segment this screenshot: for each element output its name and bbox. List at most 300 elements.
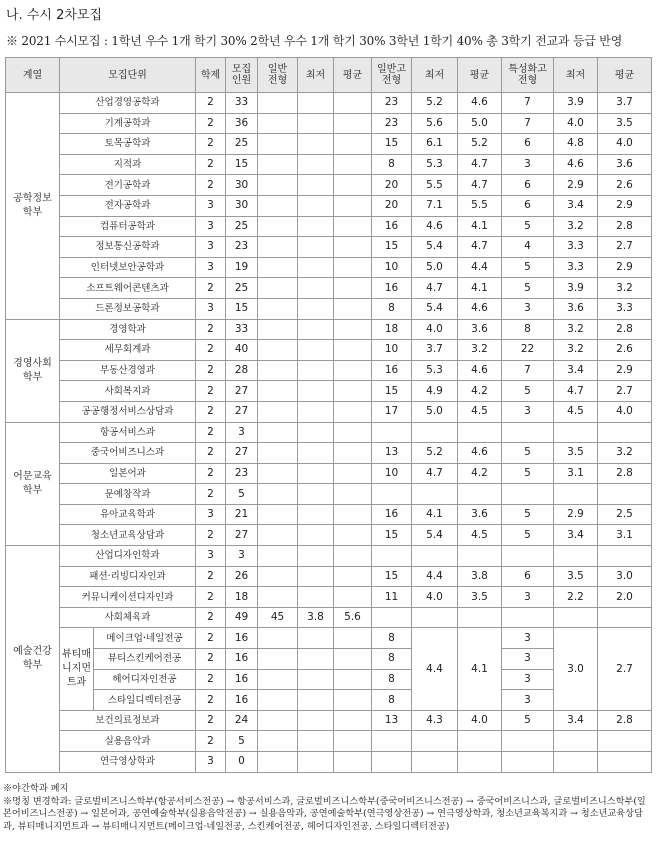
value-cell: 5.0	[412, 401, 458, 422]
header-row	[6, 58, 652, 93]
value-cell	[258, 154, 298, 175]
value-cell: 2	[196, 669, 226, 690]
value-cell	[334, 443, 372, 464]
value-cell	[554, 484, 598, 505]
subdepartment-cell: 뷰티매 니지먼 트과	[60, 628, 94, 710]
value-cell	[298, 422, 334, 443]
table-row	[6, 566, 652, 587]
value-cell: 16	[226, 669, 258, 690]
department-cell: 항공서비스과	[60, 422, 196, 443]
value-cell	[258, 340, 298, 361]
department-cell: 경영학과	[60, 319, 196, 340]
value-cell	[334, 93, 372, 114]
value-cell: 26	[226, 566, 258, 587]
value-cell	[334, 484, 372, 505]
table-row	[6, 93, 652, 114]
table-row	[6, 340, 652, 361]
value-cell: 2	[196, 381, 226, 402]
value-cell	[298, 546, 334, 567]
value-cell: 4.2	[458, 381, 502, 402]
value-cell: 4.0	[554, 113, 598, 134]
table-row	[6, 401, 652, 422]
value-cell	[298, 566, 334, 587]
value-cell	[372, 752, 412, 773]
value-cell	[502, 422, 554, 443]
value-cell: 3.8	[458, 566, 502, 587]
value-cell: 4.0	[412, 587, 458, 608]
value-cell: 25	[226, 216, 258, 237]
value-cell	[298, 587, 334, 608]
value-cell: 3.7	[598, 93, 652, 114]
department-cell: 산업경영공학과	[60, 93, 196, 114]
value-cell: 7	[502, 360, 554, 381]
value-cell: 2	[196, 731, 226, 752]
division-cell: 경영사회 학부	[6, 319, 60, 422]
value-cell	[334, 257, 372, 278]
table-row	[6, 546, 652, 567]
value-cell	[258, 628, 298, 649]
value-cell: 2.0	[598, 587, 652, 608]
value-cell	[334, 669, 372, 690]
value-cell	[502, 731, 554, 752]
value-cell	[502, 607, 554, 628]
value-cell	[334, 175, 372, 196]
value-cell	[258, 257, 298, 278]
value-cell: 5.6	[412, 113, 458, 134]
department-cell: 공공행정서비스상담과	[60, 401, 196, 422]
value-cell	[298, 381, 334, 402]
value-cell: 2.8	[598, 710, 652, 731]
value-cell	[334, 628, 372, 649]
value-cell	[458, 422, 502, 443]
value-cell: 0	[226, 752, 258, 773]
department-cell: 지적과	[60, 154, 196, 175]
value-cell	[298, 360, 334, 381]
value-cell	[298, 628, 334, 649]
table-row	[6, 195, 652, 216]
value-cell	[258, 752, 298, 773]
value-cell: 15	[226, 154, 258, 175]
value-cell: 2	[196, 443, 226, 464]
table-row	[6, 710, 652, 731]
value-cell	[298, 443, 334, 464]
value-cell: 5.6	[334, 607, 372, 628]
value-cell: 6	[502, 134, 554, 155]
value-cell: 2	[196, 587, 226, 608]
value-cell: 4.7	[554, 381, 598, 402]
value-cell: 8	[372, 628, 412, 649]
department-cell: 패션·리빙디자인과	[60, 566, 196, 587]
table-row	[6, 278, 652, 299]
value-cell: 3.0	[598, 566, 652, 587]
value-cell: 5	[502, 381, 554, 402]
value-cell: 4.1	[458, 216, 502, 237]
value-cell: 24	[226, 710, 258, 731]
value-cell	[554, 731, 598, 752]
value-cell: 5.0	[458, 113, 502, 134]
value-cell: 3.6	[458, 504, 502, 525]
value-cell	[372, 731, 412, 752]
value-cell: 40	[226, 340, 258, 361]
value-cell	[458, 752, 502, 773]
selection-note: ※ 2021 수시모집 : 1학년 우수 1개 학기 30% 2학년 우수 1개 학기 30% 3학년 1학기 40% 총 3학기 전교과 등급 반영	[6, 34, 623, 48]
value-cell: 2	[196, 422, 226, 443]
value-cell: 4.7	[412, 278, 458, 299]
value-cell: 3	[196, 195, 226, 216]
value-cell: 6	[502, 175, 554, 196]
value-cell: 4.8	[554, 134, 598, 155]
value-cell: 2.9	[598, 360, 652, 381]
value-cell	[412, 484, 458, 505]
value-cell: 4.6	[412, 216, 458, 237]
value-cell: 3.2	[554, 216, 598, 237]
value-cell: 27	[226, 401, 258, 422]
value-cell: 2	[196, 278, 226, 299]
value-cell: 5.2	[458, 134, 502, 155]
value-cell	[502, 484, 554, 505]
value-cell: 5	[502, 463, 554, 484]
value-cell	[258, 381, 298, 402]
value-cell: 5	[226, 484, 258, 505]
value-cell: 15	[372, 381, 412, 402]
value-cell: 10	[372, 340, 412, 361]
value-cell: 4.5	[554, 401, 598, 422]
value-cell	[554, 546, 598, 567]
value-cell: 3.6	[458, 319, 502, 340]
header-cell: 일반 전형	[258, 58, 298, 93]
value-cell	[458, 546, 502, 567]
value-cell: 23	[372, 113, 412, 134]
value-cell: 18	[226, 587, 258, 608]
value-cell: 5.4	[412, 237, 458, 258]
value-cell: 5	[502, 525, 554, 546]
value-cell: 2.9	[554, 504, 598, 525]
value-cell: 10	[372, 463, 412, 484]
value-cell	[372, 422, 412, 443]
value-cell: 2.7	[598, 237, 652, 258]
header-cell: 최저	[298, 58, 334, 93]
value-cell: 5	[502, 710, 554, 731]
value-cell	[258, 401, 298, 422]
table-row	[6, 443, 652, 464]
table-row	[6, 175, 652, 196]
value-cell	[334, 216, 372, 237]
value-cell	[412, 546, 458, 567]
footnote-renamed: ※명칭 변경학과: 글로벌비즈니스학부(항공서비스전공) → 항공서비스과, 글로벌비즈니스학부(중국어비즈니스전공) → 중국어비즈니스과, 글로벌비즈니스학부(일본어비즈니스전공) → 일본어과, 공연예술학부(실용음악전공) → 실용음악과, 공연예술학부(연극영상전공) → 연극영상학과, 청소년교육복지과 → 청소년교육상담과, 뷰티매니지먼트과 → 뷰티매니지먼트(메이크업·네일전공, 스킨케어전공, 헤어디자인전공, 스타일디렉터전공)	[3, 795, 646, 832]
department-cell: 토목공학과	[60, 134, 196, 155]
value-cell: 2.7	[598, 381, 652, 402]
value-cell	[258, 443, 298, 464]
value-cell	[412, 607, 458, 628]
value-cell: 7	[502, 93, 554, 114]
value-cell	[298, 731, 334, 752]
merged-avg-cell: 4.1	[458, 628, 502, 710]
value-cell	[334, 690, 372, 711]
value-cell: 4.1	[458, 278, 502, 299]
value-cell	[298, 237, 334, 258]
value-cell	[298, 340, 334, 361]
value-cell: 7.1	[412, 195, 458, 216]
value-cell: 5.4	[412, 298, 458, 319]
value-cell: 16	[372, 278, 412, 299]
value-cell: 4.3	[412, 710, 458, 731]
value-cell: 23	[372, 93, 412, 114]
value-cell: 3	[196, 752, 226, 773]
value-cell: 3.5	[458, 587, 502, 608]
value-cell: 5.3	[412, 154, 458, 175]
value-cell: 8	[372, 669, 412, 690]
value-cell	[298, 401, 334, 422]
value-cell: 2.9	[598, 257, 652, 278]
value-cell	[334, 134, 372, 155]
value-cell: 16	[372, 216, 412, 237]
value-cell	[334, 113, 372, 134]
value-cell: 3	[502, 587, 554, 608]
value-cell: 3	[502, 690, 554, 711]
header-cell: 모집단위	[60, 58, 196, 93]
value-cell	[258, 237, 298, 258]
value-cell: 27	[226, 381, 258, 402]
value-cell: 3.5	[554, 566, 598, 587]
value-cell: 5.4	[412, 525, 458, 546]
table-row	[6, 484, 652, 505]
value-cell	[598, 731, 652, 752]
department-cell: 드론정보공학과	[60, 298, 196, 319]
value-cell: 5.0	[412, 257, 458, 278]
table-row	[6, 298, 652, 319]
header-cell: 평균	[598, 58, 652, 93]
value-cell	[334, 546, 372, 567]
value-cell: 16	[226, 628, 258, 649]
value-cell	[298, 154, 334, 175]
value-cell	[334, 422, 372, 443]
value-cell: 4.0	[412, 319, 458, 340]
value-cell	[334, 298, 372, 319]
value-cell: 4.0	[598, 401, 652, 422]
department-cell: 사회복지과	[60, 381, 196, 402]
value-cell	[598, 607, 652, 628]
value-cell: 25	[226, 278, 258, 299]
value-cell: 3.3	[554, 257, 598, 278]
value-cell	[298, 278, 334, 299]
value-cell	[372, 546, 412, 567]
value-cell: 21	[226, 504, 258, 525]
value-cell: 6	[502, 195, 554, 216]
merged-avg-cell: 2.7	[598, 628, 652, 710]
value-cell	[298, 216, 334, 237]
value-cell	[258, 710, 298, 731]
value-cell	[298, 752, 334, 773]
value-cell	[334, 752, 372, 773]
value-cell: 3.3	[554, 237, 598, 258]
value-cell: 5.5	[412, 175, 458, 196]
value-cell: 27	[226, 443, 258, 464]
value-cell: 2	[196, 319, 226, 340]
value-cell: 5.3	[412, 360, 458, 381]
value-cell	[372, 607, 412, 628]
value-cell: 13	[372, 710, 412, 731]
value-cell	[298, 649, 334, 670]
value-cell	[298, 195, 334, 216]
value-cell	[502, 546, 554, 567]
value-cell	[412, 731, 458, 752]
value-cell	[502, 752, 554, 773]
value-cell	[298, 463, 334, 484]
value-cell: 2	[196, 134, 226, 155]
value-cell: 3	[502, 649, 554, 670]
value-cell: 8	[372, 154, 412, 175]
value-cell: 2	[196, 175, 226, 196]
value-cell: 5.5	[458, 195, 502, 216]
value-cell	[598, 422, 652, 443]
value-cell: 4.1	[412, 504, 458, 525]
header-cell: 모집 인원	[226, 58, 258, 93]
table-row	[6, 360, 652, 381]
value-cell	[598, 546, 652, 567]
value-cell	[258, 566, 298, 587]
table-row	[6, 257, 652, 278]
value-cell: 4.7	[458, 175, 502, 196]
value-cell: 3.2	[458, 340, 502, 361]
value-cell: 25	[226, 134, 258, 155]
table-row	[6, 731, 652, 752]
value-cell: 5	[502, 504, 554, 525]
value-cell: 22	[502, 340, 554, 361]
value-cell: 15	[372, 525, 412, 546]
value-cell: 2.9	[554, 175, 598, 196]
value-cell: 3.1	[598, 525, 652, 546]
table-row	[6, 381, 652, 402]
value-cell: 49	[226, 607, 258, 628]
admission-table	[5, 57, 652, 773]
table-row	[6, 607, 652, 628]
value-cell: 3.4	[554, 360, 598, 381]
major-cell: 헤어디자인전공	[94, 669, 196, 690]
value-cell	[258, 93, 298, 114]
value-cell: 5	[502, 257, 554, 278]
value-cell	[334, 731, 372, 752]
header-cell: 평균	[458, 58, 502, 93]
department-cell: 중국어비즈니스과	[60, 443, 196, 464]
value-cell	[298, 525, 334, 546]
value-cell: 4.0	[458, 710, 502, 731]
value-cell	[458, 731, 502, 752]
value-cell: 19	[226, 257, 258, 278]
value-cell: 17	[372, 401, 412, 422]
value-cell: 3.6	[554, 298, 598, 319]
value-cell: 15	[372, 237, 412, 258]
footnote-night: ※야간학과 폐지	[3, 783, 69, 794]
header-cell: 계열	[6, 58, 60, 93]
value-cell: 4.7	[412, 463, 458, 484]
major-cell: 스타일디렉터전공	[94, 690, 196, 711]
value-cell	[258, 546, 298, 567]
value-cell	[258, 422, 298, 443]
table-row	[6, 237, 652, 258]
value-cell: 2	[196, 463, 226, 484]
value-cell: 2	[196, 113, 226, 134]
value-cell: 3	[226, 546, 258, 567]
footnotes	[3, 783, 653, 833]
major-cell: 뷰티스킨케어전공	[94, 649, 196, 670]
value-cell: 2	[196, 628, 226, 649]
value-cell	[298, 134, 334, 155]
value-cell: 15	[226, 298, 258, 319]
value-cell: 4.6	[458, 443, 502, 464]
value-cell	[258, 669, 298, 690]
value-cell: 6.1	[412, 134, 458, 155]
value-cell: 4.4	[412, 566, 458, 587]
value-cell	[258, 134, 298, 155]
value-cell: 3	[196, 546, 226, 567]
value-cell: 2	[196, 566, 226, 587]
department-cell: 산업디자인학과	[60, 546, 196, 567]
value-cell: 4.6	[458, 298, 502, 319]
value-cell	[334, 525, 372, 546]
value-cell: 28	[226, 360, 258, 381]
department-cell: 커뮤니케이션디자인과	[60, 587, 196, 608]
value-cell	[258, 278, 298, 299]
value-cell: 4.7	[458, 154, 502, 175]
value-cell	[458, 607, 502, 628]
value-cell: 5	[502, 216, 554, 237]
value-cell	[334, 195, 372, 216]
table-row	[6, 504, 652, 525]
value-cell: 3	[226, 422, 258, 443]
value-cell: 8	[372, 298, 412, 319]
value-cell: 3	[502, 154, 554, 175]
value-cell	[598, 752, 652, 773]
value-cell: 4.5	[458, 525, 502, 546]
value-cell	[258, 195, 298, 216]
value-cell: 2.9	[598, 195, 652, 216]
value-cell	[258, 319, 298, 340]
value-cell	[258, 175, 298, 196]
value-cell: 3	[196, 216, 226, 237]
value-cell: 3.4	[554, 525, 598, 546]
value-cell	[334, 319, 372, 340]
division-cell: 예술건강 학부	[6, 546, 60, 773]
department-cell: 사회체육과	[60, 607, 196, 628]
value-cell	[258, 525, 298, 546]
value-cell: 3	[196, 237, 226, 258]
value-cell	[412, 422, 458, 443]
value-cell	[334, 710, 372, 731]
value-cell	[334, 340, 372, 361]
value-cell: 3	[502, 298, 554, 319]
value-cell	[334, 154, 372, 175]
department-cell: 기계공학과	[60, 113, 196, 134]
department-cell: 연극영상학과	[60, 752, 196, 773]
table-row	[6, 216, 652, 237]
department-cell: 인터넷보안공학과	[60, 257, 196, 278]
department-cell: 컴퓨터공학과	[60, 216, 196, 237]
value-cell: 15	[372, 566, 412, 587]
value-cell	[298, 484, 334, 505]
value-cell: 4.2	[458, 463, 502, 484]
value-cell: 3.9	[554, 278, 598, 299]
value-cell: 2	[196, 690, 226, 711]
value-cell: 3.4	[554, 710, 598, 731]
value-cell: 2	[196, 340, 226, 361]
value-cell: 3.3	[598, 298, 652, 319]
section-title: 나. 수시 2차모집	[6, 8, 103, 23]
value-cell: 2.6	[598, 340, 652, 361]
value-cell	[334, 587, 372, 608]
value-cell: 3.2	[598, 443, 652, 464]
table-row	[6, 628, 652, 649]
value-cell: 2	[196, 649, 226, 670]
